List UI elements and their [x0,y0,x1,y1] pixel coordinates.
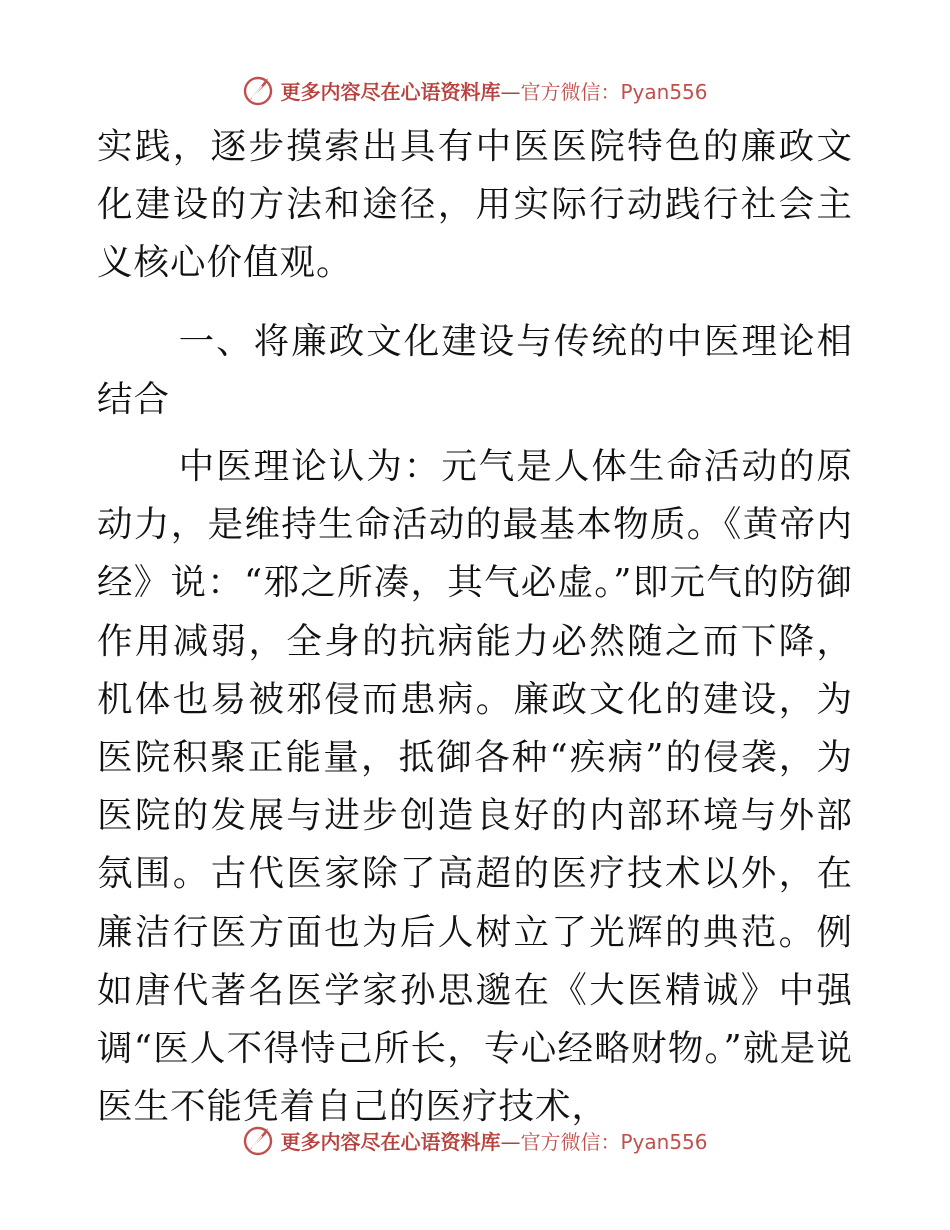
header-label: 官方微信： [520,79,621,104]
footer-banner [0,1120,950,1160]
paragraph-continuation: 实践，逐步摸索出具有中医医院特色的廉政文化建设的方法和途径，用实际行动践行社会主义核心价值观。 [97,126,853,284]
footer-banner-text [280,1126,707,1155]
footer-brand: 更多内容尽在心语资料库 [280,1129,501,1154]
document-body [97,118,853,1136]
header-brand: 更多内容尽在心语资料库 [280,79,501,104]
quill-pen-logo-icon [242,1124,274,1156]
paragraph-body: 中医理论认为：元气是人体生命活动的原动力，是维持生命活动的最基本物质。《黄帝内经》说：“邪之所凑，其气必虚。”即元气的防御作用减弱，全身的抗病能力必然随之而下降，机体也易被邪侵而患病。廉政文化的建设，为医院积聚正能量，抵御各种“疾病”的侵袭，为医院的发展与进步创造良好的内部环境与外部氛围。古代医家除了高超的医疗技术以外，在廉洁行医方面也为后人树立了光辉的典范。例如唐代著名医学家孙思邈在《大医精诚》中强调“医人不得恃己所长，专心经略财物。”就是说医生不能凭着自己的医疗技术， [97,446,853,1128]
section-heading: 一、将廉政文化建设与传统的中医理论相结合 [97,320,853,420]
header-banner [0,70,950,110]
header-wechat-id: Pyan556 [620,79,708,104]
header-banner-text [280,76,707,105]
footer-wechat-id: Pyan556 [620,1129,708,1154]
footer-dash: — [500,1129,521,1154]
footer-label: 官方微信： [520,1129,621,1154]
header-dash: — [500,79,521,104]
quill-pen-logo-icon [242,74,274,106]
